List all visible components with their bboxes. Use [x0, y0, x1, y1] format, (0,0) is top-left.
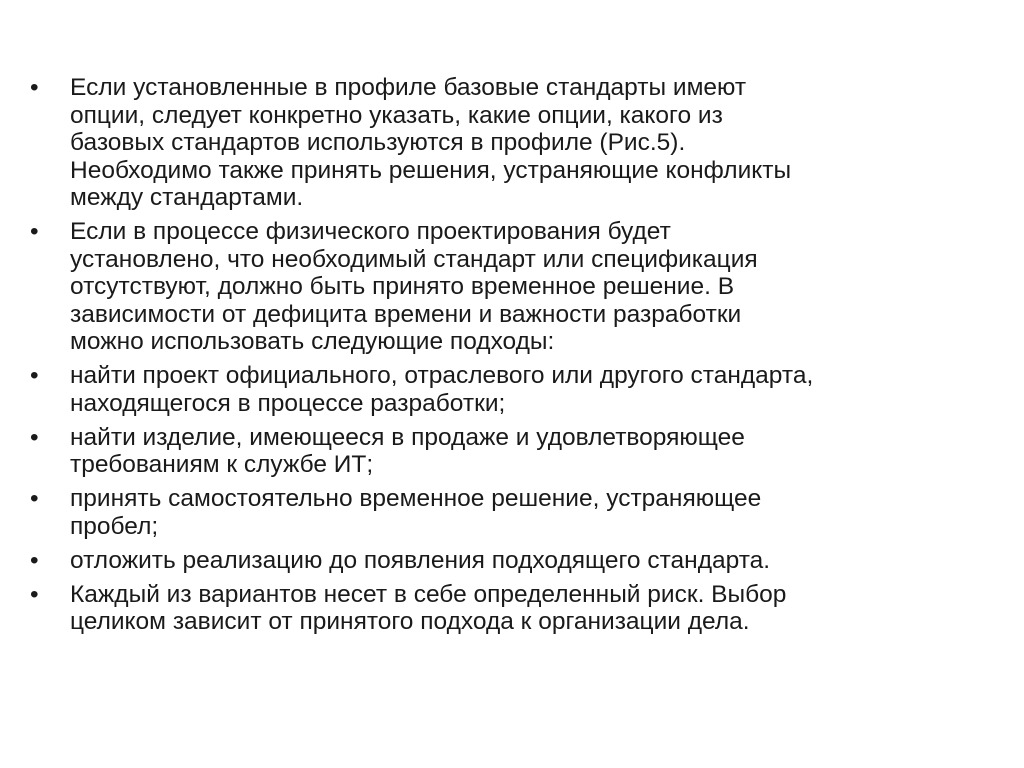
text-line: установлено, что необходимый стандарт или спецификация	[70, 245, 758, 273]
bullet-text	[70, 581, 990, 636]
bullet-text	[70, 218, 990, 356]
bullet-text	[70, 74, 990, 212]
text-line: отсутствуют, должно быть принято временное решение. В	[70, 273, 735, 300]
text-line: зависимости от дефицита времени и важности разработки	[70, 300, 742, 328]
bullet-text	[70, 485, 990, 540]
text-line: находящегося в процессе разработки;	[70, 389, 506, 417]
bullet-item	[30, 485, 990, 540]
text-line: Необходимо также принять решения, устраняющие конфликты	[70, 156, 792, 184]
text-line: Каждый из вариантов несет в себе определенный риск. Выбор	[70, 580, 787, 608]
bullet-text	[70, 547, 990, 575]
bullet-icon: •	[30, 580, 39, 608]
bullet-icon: •	[30, 546, 39, 574]
text-line: Если в процессе физического проектирования будет	[70, 218, 671, 245]
bullet-text	[70, 424, 990, 479]
text-line: отложить реализацию до появления подходящего стандарта.	[70, 546, 771, 574]
text-line: опции, следует конкретно указать, какие опции, какого из	[70, 101, 723, 129]
text-line: найти изделие, имеющееся в продаже и удовлетворяющее	[70, 423, 745, 451]
text-line: между стандартами.	[70, 184, 304, 211]
text-line: Если установленные в профиле базовые стандарты имеют	[70, 74, 747, 101]
bullet-item	[30, 362, 990, 417]
bullet-icon: •	[30, 485, 39, 512]
bullet-item	[30, 74, 990, 212]
bullet-icon: •	[30, 74, 39, 101]
text-line: найти проект официального, отраслевого или другого стандарта,	[70, 362, 814, 389]
text-line: принять самостоятельно временное решение, устраняющее	[70, 485, 762, 512]
bullet-item	[30, 218, 990, 356]
text-line: базовых стандартов используются в профиле (Рис.5).	[70, 129, 686, 156]
bullet-item	[30, 581, 990, 636]
text-line: пробел;	[70, 512, 159, 540]
bullet-item	[30, 424, 990, 479]
text-line: целиком зависит от принятого подхода к организации дела.	[70, 608, 750, 635]
bullet-text	[70, 362, 990, 417]
text-line: можно использовать следующие подходы:	[70, 328, 555, 355]
bullet-icon: •	[30, 362, 39, 389]
bullet-icon: •	[30, 423, 39, 451]
bullet-list	[30, 74, 990, 642]
bullet-icon: •	[30, 218, 39, 245]
bullet-item	[30, 547, 990, 575]
text-line: требованиям к службе ИТ;	[70, 451, 374, 478]
